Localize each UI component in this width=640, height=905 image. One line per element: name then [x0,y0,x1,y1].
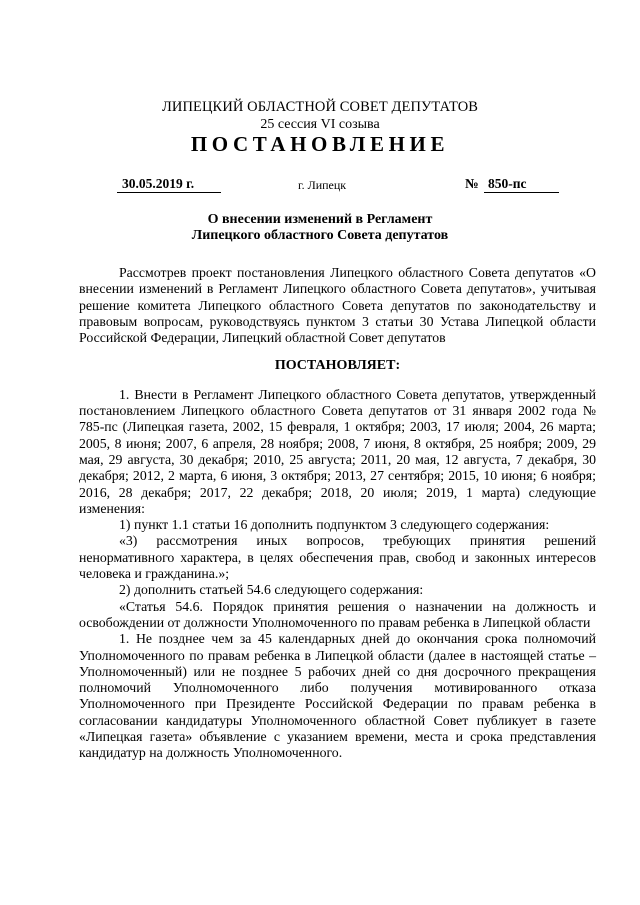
session-line: 25 сессия VI созыва [260,117,380,132]
title-line-1: О внесении изменений в Регламент [207,212,433,227]
document-title [0,212,640,244]
number-label: № [465,176,479,191]
article-heading: «Статья 54.6. Порядок принятия решения о назначении на должность и освобождении от должности Уполномоченного по правам ребенка в Липецкой области [79,598,596,630]
document-city: г. Липецк [298,178,347,192]
article-point-1: 1. Не позднее чем за 45 календарных дней до окончания срока полномочий Уполномоченного по правам ребенка в Липецкой области (далее в настоящей статье – Уполномоченный) или не позднее 5 рабочих дней со дня досрочного прекращения полномочий Уполномоченного либо получения мотивированного отказа Уполномоченного при Президенте Российской Федерации по правам ребенка в согласовании кандидатуры Уполномоченного областной Совет публикует в газете «Липецкая газета» объявление с указанием времени, места и срока представления кандидатур на должность Уполномоченного. [79,631,596,761]
document-type: ПОСТАНОВЛЕНИЕ [190,132,450,156]
subitem-1: 1) пункт 1.1 статьи 16 дополнить подпунктом 3 следующего содержания: [119,517,550,533]
document-body [79,265,596,762]
document-number: 850-пс [484,176,559,193]
council-name: ЛИПЕЦКИЙ ОБЛАСТНОЙ СОВЕТ ДЕПУТАТОВ [161,99,479,115]
item-1-paragraph: 1. Внести в Регламент Липецкого областного Совета депутатов, утвержденный постановлением Липецкого областного Совета депутатов от 31 января 2002 года № 785-пс (Липецкая газета, 2002, 15 февраля, 1 октября; 2003, 17 июля; 2004, 26 марта; 2005, 8 июня; 2007, 6 апреля, 28 ноября; 2008, 7 июня, 8 октября, 25 ноября; 2009, 29 мая, 29 августа, 30 декабря; 2010, 25 августа; 2011, 20 мая, 12 августа, 7 декабря, 30 декабря; 2012, 2 марта, 6 июня, 3 октября; 2013, 27 сентября; 2015, 10 июня; 6 ноября; 2016, 28 декабря; 2017, 22 декабря; 2018, 20 июля; 2019, 1 марта) следующие изменения: [79,386,596,516]
subitem-2: 2) дополнить статьей 54.6 следующего содержания: [119,582,424,598]
resolves-heading: ПОСТАНОВЛЯЕТ: [274,358,401,374]
preamble-paragraph: Рассмотрев проект постановления Липецкого областного Совета депутатов «О внесении изменений в Регламент Липецкого областного Совета депутатов», учитывая решение комитета Липецкого областного Совета депутатов по законодательству и правовым вопросам, руководствуясь пунктом 3 статьи 30 Устава Липецкой области Российской Федерации, Липецкий областной Совет депутатов [79,265,596,346]
document-date: 30.05.2019 г. [117,176,221,193]
quote-1: «3) рассмотрения иных вопросов, требующих принятия решений ненормативного характера, в целях обеспечения прав, свобод и законных интересов человека и гражданина.»; [79,533,596,582]
title-line-2: Липецкого областного Совета депутатов [191,228,449,243]
